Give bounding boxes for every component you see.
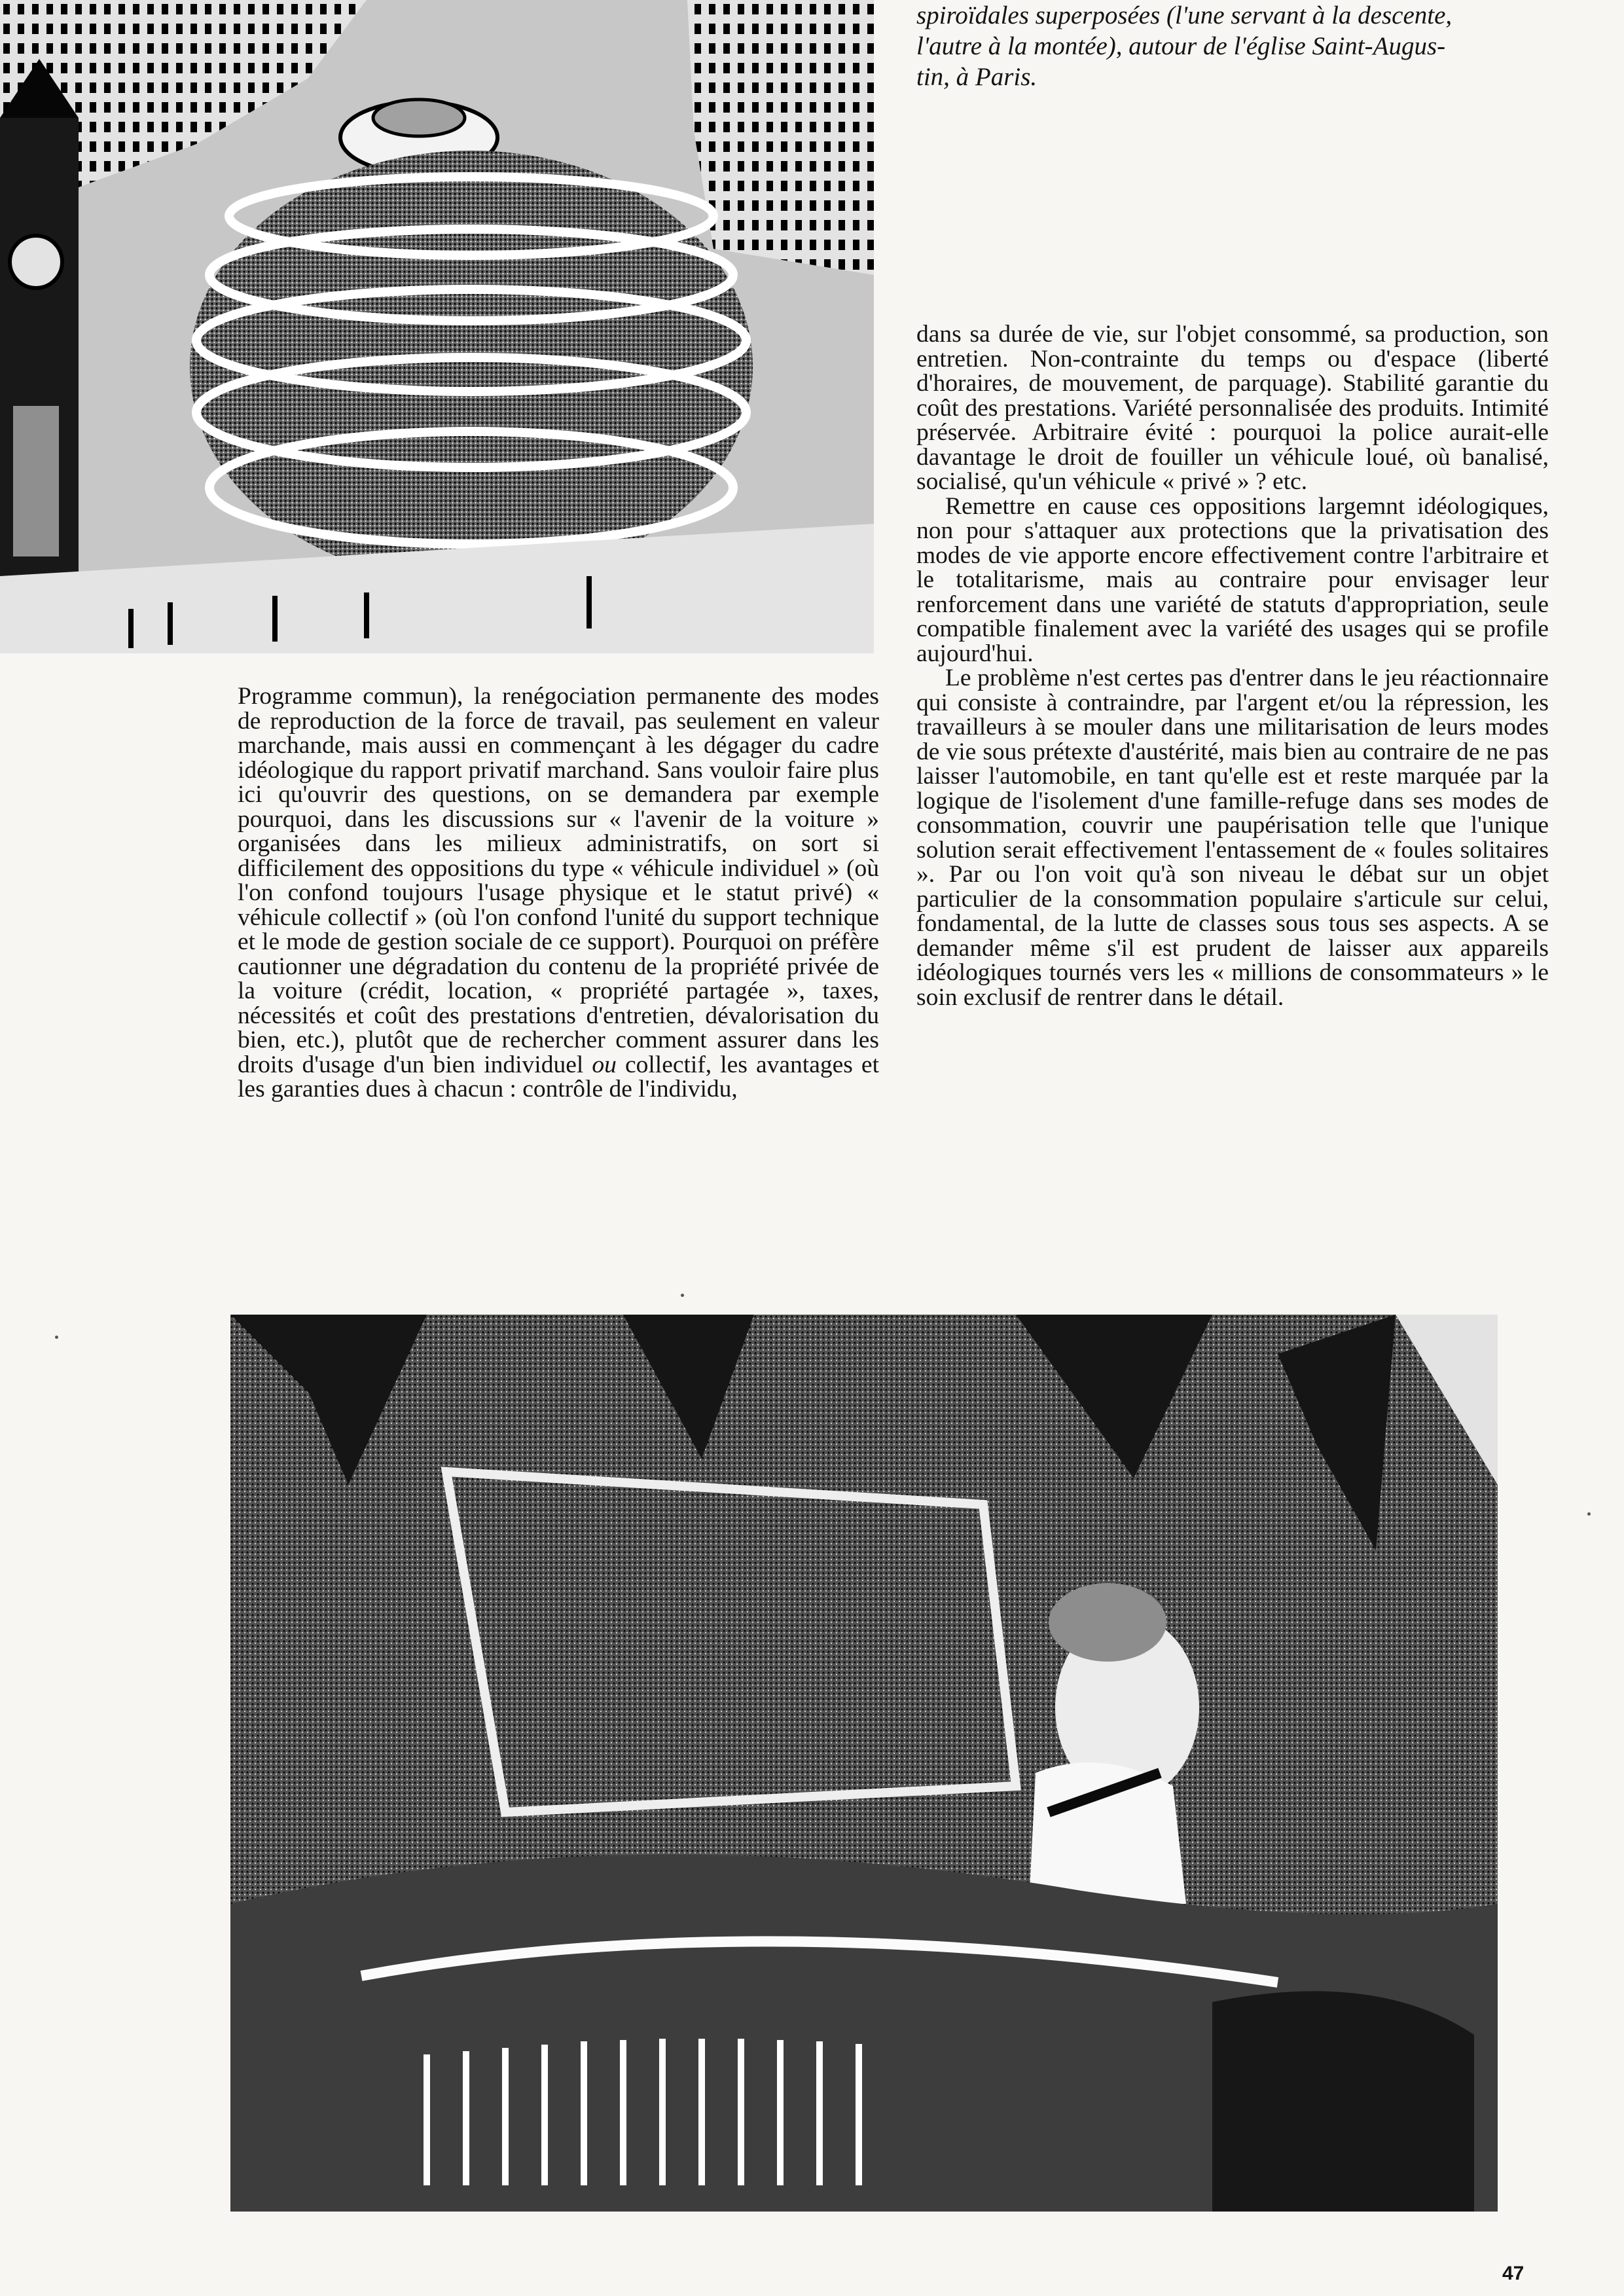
paragraph: Remettre en cause ces oppositions largemnt idéologiques, non pour s'attaquer aux protections que la privatisation des modes de vie apporte encore effectivement contre l'arbitraire et le totalitarisme, mais au contraire pour envisager leur renforcement dans une variété de statuts d'appropriation, seule compatible finalement avec la variété des usages qui se profile aujourd'hui. — [916, 492, 1549, 667]
interchange-illustration — [0, 0, 874, 653]
paragraph-text: collectif, les avantages et les garanties dues à chacun : contrôle de l'individu, — [238, 1051, 879, 1102]
paragraph-text: Programme commun), la renégociation permanente des modes de reproduction de la force de travail, pas seulement en valeur marchande, mais aussi en commençant à les dégager du cadre idéologique du rapport privatif marchand. Sans vouloir faire plus ici qu'ouvrir des questions, on se demandera par exemple pourquoi, dans les discussions sur « l'avenir de la voiture » organisées dans les milieux administratifs, on sort si difficilement des oppositions du type « véhicule individuel » (où l'on confond toujours l'usage physique et le statut privé) « véhicule collectif » (où l'on confond l'unité du support technique et le mode de gestion sociale de ce support). Pourquoi on préfère cautionner une dégradation du contenu de la propriété privée de la voiture (crédit, location, « propriété partagée », taxes, nécessités et coût des prestations d'entretien, dévalorisation du bien, etc.), plutôt que de rechercher comment assurer dans les droits d'usage d'un bien individuel — [238, 683, 879, 1078]
article-column-left — [238, 684, 879, 1102]
paragraph: Le problème n'est certes pas d'entrer dans le jeu réactionnaire qui consiste à contraindre, par l'argent et/ou la répression, les travailleurs à se mouler dans une militarisation de leurs modes de vie sous prétexte d'austérité, mais bien au contraire de ne pas laisser l'automobile, en tant qu'elle est et reste marquée par la logique de l'isolement d'une famille-refuge dans ses modes de consommation, couvrir une paupérisation telle que l'unique solution serait effectivement l'entassement de « foules solitaires ». Par ou l'on voit qu'à son niveau le débat sur un objet particulier de la consommation populaire s'articule sur celui, fondamental, de la lutte de classes sous tous ses aspects. A se demander même s'il est prudent de laisser aux appareils idéologiques tournés vers les « millions de consommateurs » le soin exclusif de rentrer dans le détail. — [916, 665, 1549, 1011]
print-speck — [681, 1294, 684, 1297]
paragraph — [238, 684, 879, 1102]
emphasis: ou — [592, 1051, 617, 1078]
interchange-photo — [0, 0, 874, 653]
print-speck — [1587, 1512, 1591, 1516]
convertible-car-photo — [230, 1315, 1498, 2212]
photo-caption: spiroïdales superposées (l'une servant à la descente, l'autre à la montée), autour de l'église Saint-Augus- tin, à Paris. — [916, 1, 1453, 91]
page-number: 47 — [1502, 2263, 1525, 2284]
convertible-car-illustration — [230, 1315, 1498, 2212]
article-column-right — [916, 322, 1549, 1010]
paragraph: dans sa durée de vie, sur l'objet consommé, sa production, son entretien. Non-contrainte du temps ou d'espace (liberté d'horaires, de mouvement, de parquage). Stabilité garantie du coût des prestations. Variété personnalisée des produits. Intimité préservée. Arbitraire évité : pourquoi la police aurait-elle davantage le droit de fouiller un véhicule loué, où banalisé, socialisé, qu'un véhicule « privé » ? etc. — [916, 321, 1549, 495]
print-speck — [55, 1336, 58, 1339]
